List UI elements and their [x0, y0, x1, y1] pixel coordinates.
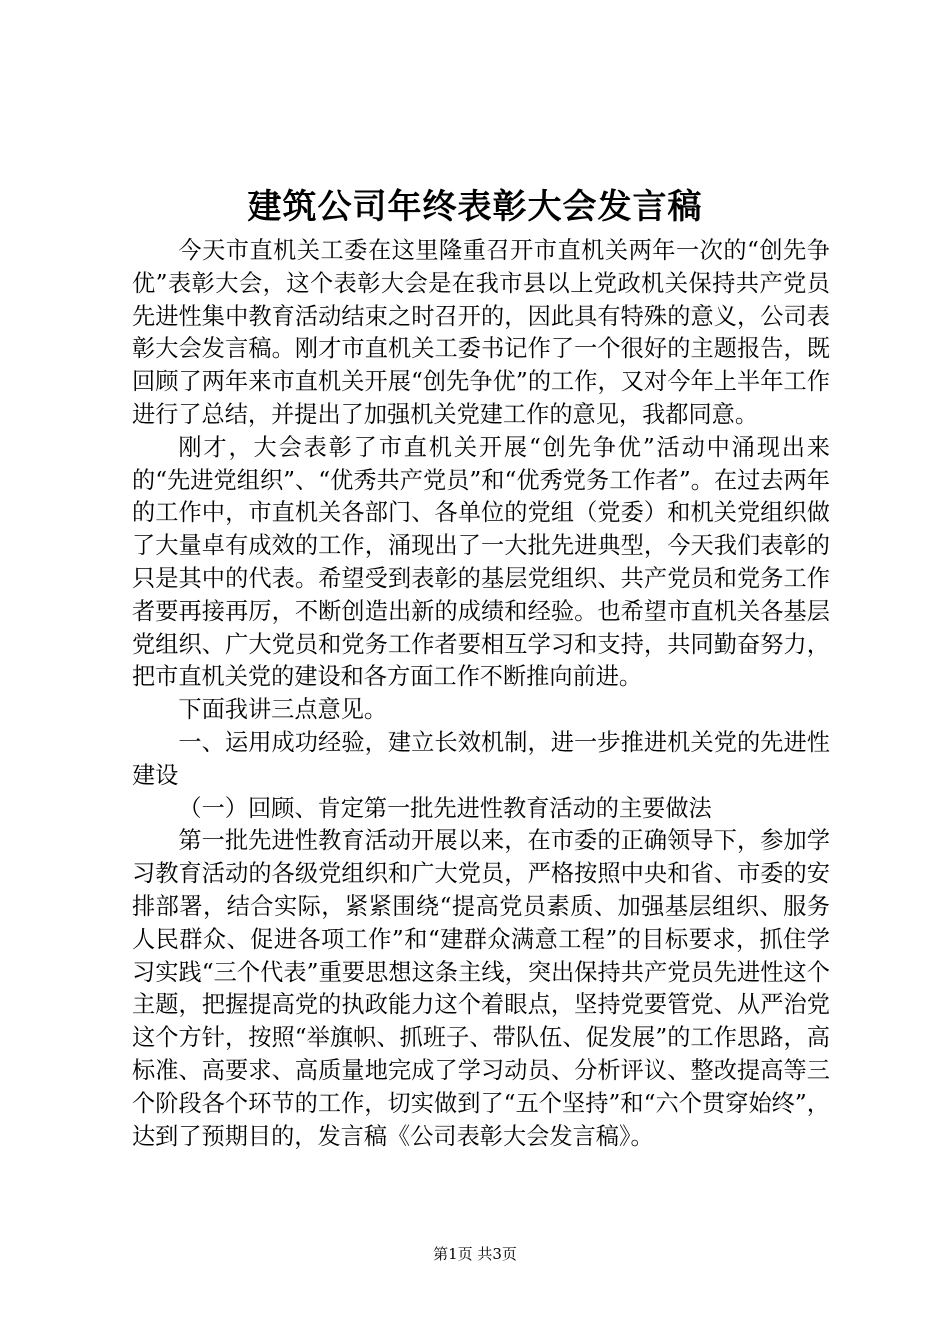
- paragraph-2: 刚才，大会表彰了市直机关开展“创先争优”活动中涌现出来的“先进党组织”、“优秀共产党员”和“优秀党务工作者”。在过去两年的工作中，市直机关各部门、各单位的党组（党委）和机关党组织做了大量卓有成效的工作，涌现出了一大批先进典型，今天我们表彰的只是其中的代表。希望受到表彰的基层党组织、共产党员和党务工作者要再接再厉，不断创造出新的成绩和经验。也希望市直机关各基层党组织、广大党员和党务工作者要相互学习和支持，共同勤奋努力，把市直机关党的建设和各方面工作不断推向前进。: [132, 433, 830, 691]
- section-heading-1: 一、运用成功经验，建立长效机制，进一步推进机关党的先进性建设: [132, 728, 830, 789]
- subsection-heading-1: （一）回顾、肯定第一批先进性教育活动的主要做法: [178, 794, 712, 822]
- paragraph-3: 下面我讲三点意见。: [178, 696, 388, 724]
- page-footer: 第1页 共3页: [433, 1245, 517, 1263]
- paragraph-1: 今天市直机关工委在这里隆重召开市直机关两年一次的“创先争优”表彰大会，这个表彰大会是在我市县以上党政机关保持共产党员先进性集中教育活动结束之时召开的，因此具有特殊的意义，公司表彰大会发言稿。刚才市直机关工委书记作了一个很好的主题报告，既回顾了两年来市直机关开展“创先争优”的工作，又对今年上半年工作进行了总结，并提出了加强机关党建工作的意见，我都同意。: [132, 237, 830, 428]
- document-title: 建筑公司年终表彰大会发言稿: [247, 187, 703, 227]
- document-body: [132, 235, 830, 1153]
- paragraph-4: 第一批先进性教育活动开展以来，在市委的正确领导下，参加学习教育活动的各级党组织和广大党员，严格按照中央和省、市委的安排部署，结合实际，紧紧围绕“提高党员素质、加强基层组织、服务人民群众、促进各项工作”和“建群众满意工程”的目标要求，抓住学习实践“三个代表”重要思想这条主线，突出保持共产党员先进性这个主题，把握提高党的执政能力这个着眼点，坚持党要管党、从严治党这个方针，按照“举旗帜、抓班子、带队伍、促发展”的工作思路，高标准、高要求、高质量地完成了学习动员、分析评议、整改提高等三个阶段各个环节的工作，切实做到了“五个坚持”和“六个贯穿始终”，达到了预期目的，发言稿《公司表彰大会发言稿》。: [132, 827, 830, 1150]
